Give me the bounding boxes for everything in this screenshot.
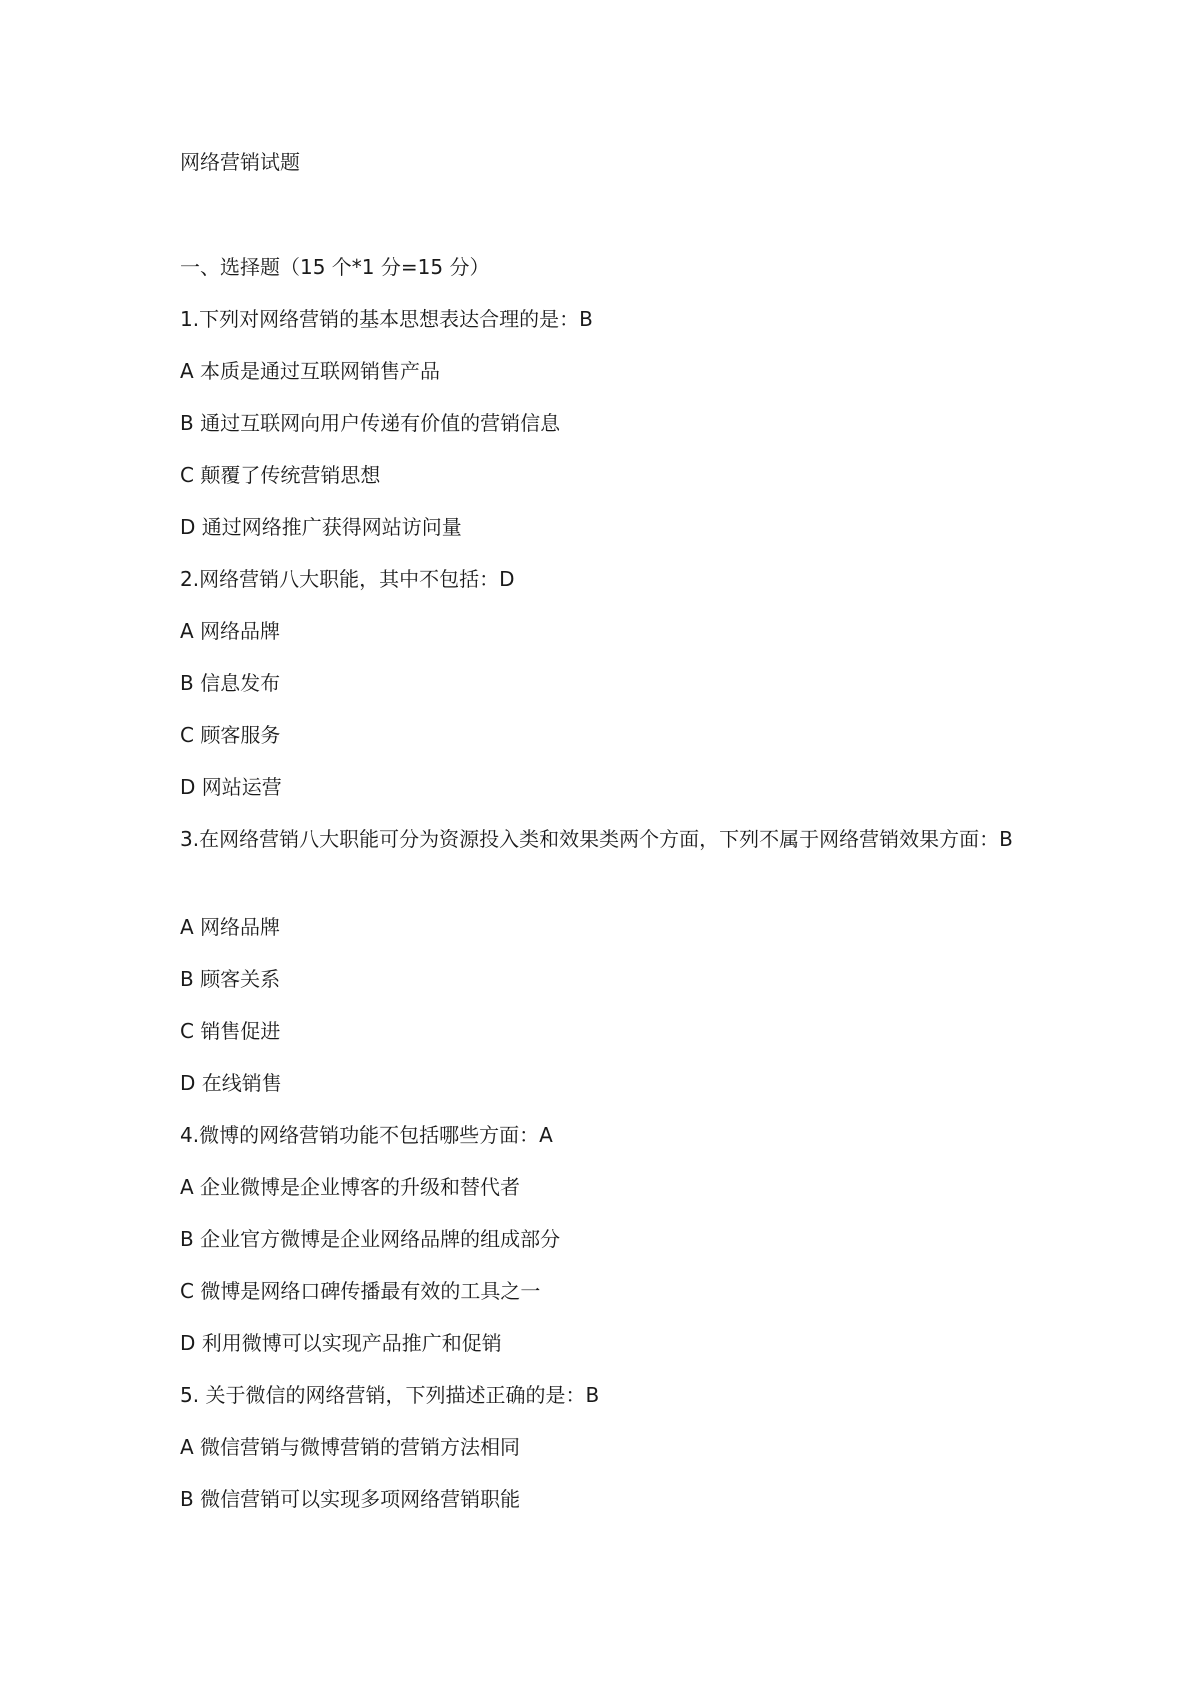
- question-1-option-c: C 颠覆了传统营销思想: [180, 463, 381, 487]
- question-2-option-a: A 网络品牌: [180, 619, 281, 643]
- question-5-stem: 5. 关于微信的网络营销，下列描述正确的是：B: [180, 1383, 600, 1407]
- question-1-option-a: A 本质是通过互联网销售产品: [180, 359, 441, 383]
- question-4-option-c: C 微博是网络口碑传播最有效的工具之一: [180, 1279, 541, 1303]
- question-1-stem: 1.下列对网络营销的基本思想表达合理的是：B: [180, 307, 593, 331]
- question-5-option-a: A 微信营销与微博营销的营销方法相同: [180, 1435, 521, 1459]
- question-4-stem: 4.微博的网络营销功能不包括哪些方面：A: [180, 1123, 553, 1147]
- question-3-option-b: B 顾客关系: [180, 967, 281, 991]
- question-3-option-d: D 在线销售: [180, 1071, 282, 1095]
- question-5-option-b: B 微信营销可以实现多项网络营销职能: [180, 1487, 521, 1511]
- question-2-option-c: C 顾客服务: [180, 723, 281, 747]
- document-title: 网络营销试题: [180, 150, 300, 174]
- question-1-option-d: D 通过网络推广获得网站访问量: [180, 515, 462, 539]
- question-3-option-c: C 销售促进: [180, 1019, 281, 1043]
- question-3-stem: 3.在网络营销八大职能可分为资源投入类和效果类两个方面，下列不属于网络营销效果方面：B: [180, 827, 1013, 851]
- question-2-option-b: B 信息发布: [180, 671, 281, 695]
- question-4-option-b: B 企业官方微博是企业网络品牌的组成部分: [180, 1227, 561, 1251]
- question-4-option-d: D 利用微博可以实现产品推广和促销: [180, 1331, 502, 1355]
- question-2-stem: 2.网络营销八大职能，其中不包括：D: [180, 567, 515, 591]
- section-heading: 一、选择题（15 个*1 分=15 分）: [180, 255, 490, 279]
- question-1-option-b: B 通过互联网向用户传递有价值的营销信息: [180, 411, 561, 435]
- question-4-option-a: A 企业微博是企业博客的升级和替代者: [180, 1175, 521, 1199]
- question-3-option-a: A 网络品牌: [180, 915, 281, 939]
- question-2-option-d: D 网站运营: [180, 775, 282, 799]
